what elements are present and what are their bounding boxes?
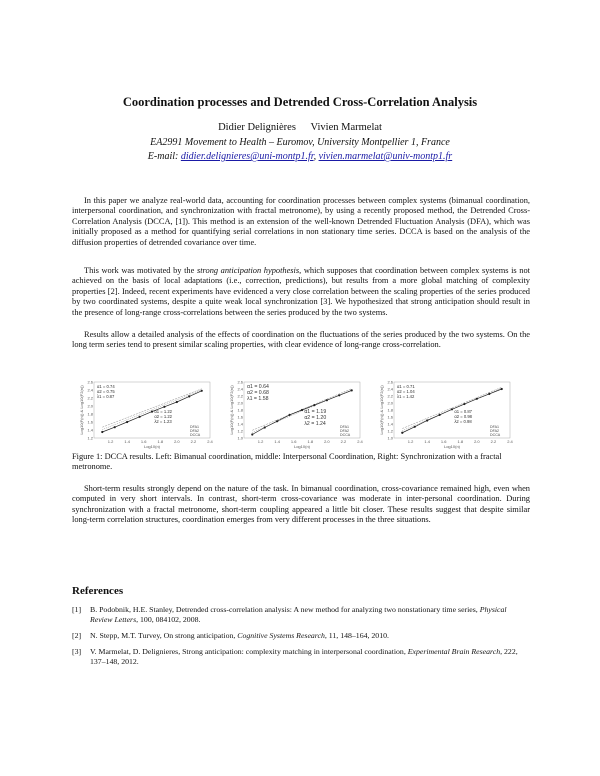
y-tick-label: 1.6 <box>87 419 93 425</box>
y-axis-label: Log10(F(n)) & Log10(F2(n)) <box>379 385 384 435</box>
dcca-point <box>338 394 340 396</box>
reference-number: [2] <box>72 631 82 640</box>
paragraph-text: Results allow a detailed analysis of the effects of coordination on the fluctuations of the series produced by the two systems. On the long term series tend to present similar scaling properties, with clear evidence of long-range cross-correlation. <box>72 330 530 350</box>
reference-number: [1] <box>72 605 82 614</box>
reference-text: , 222, 137–148, 2012. <box>90 647 518 666</box>
legend-entry: DFA1 <box>340 425 349 429</box>
dcca-point <box>401 432 403 434</box>
stat-label: α2 = 0.75 <box>97 389 115 394</box>
paragraph-text: Short-term results strongly depend on the nature of the task. In bimanual coordination, cross-covariance remained high, even when computed in very short intervals. In contrast, short-term cross-covariance was moderate in inter-personal coordination. During synchronization with a fractal metronome, short-term coupling appeared a little bit closer. These results suggest that despite similar long-term correlation structures, coordination emerges from very different processes in the three situations. <box>72 484 530 525</box>
dfa-line <box>102 389 201 427</box>
dcca-point <box>188 395 190 397</box>
dcca-point <box>326 399 328 401</box>
dcca-point <box>163 406 165 408</box>
chart-bimanual <box>80 378 215 448</box>
y-tick-label: 2.0 <box>237 400 243 406</box>
figure-caption: Figure 1: DCCA results. Left: Bimanual coordination, middle: Interpersonal Coordination, Right: Synchronization with a fractal metronome. <box>72 452 502 472</box>
author-name: Vivien Marmelat <box>310 122 382 133</box>
chart-interpersonal <box>230 378 365 448</box>
dfa-line <box>402 387 501 428</box>
x-tick-label: 2.4 <box>507 439 513 444</box>
emphasis-text: strong anticipation hypothesis <box>196 266 300 275</box>
y-tick-label: 2.0 <box>387 400 393 406</box>
author-list <box>0 122 600 133</box>
reference-list <box>72 605 530 673</box>
x-tick-label: 2.2 <box>340 439 347 444</box>
reference-journal: Physical Review Letters <box>90 605 507 624</box>
x-tick-label: 2.2 <box>190 439 197 444</box>
dcca-point <box>264 426 266 428</box>
stat-label: α2 = 0.68 <box>247 390 269 396</box>
dcca-point <box>426 419 428 421</box>
stat-label: λ1 = 0.87 <box>97 394 115 399</box>
dcca-point <box>476 398 478 400</box>
x-tick-label: 1.4 <box>424 439 430 444</box>
dcca-point <box>501 388 503 390</box>
reference-text: V. Marmelat, D. Delignieres, Strong anticipation: complexity matching in interpersonal coordination, <box>90 647 408 656</box>
dcca-point <box>438 414 440 416</box>
stat-label: α1 = 1.22 <box>154 408 173 414</box>
y-tick-label: 2.4 <box>387 386 393 392</box>
y-tick-label: 1.4 <box>387 421 393 427</box>
dcca-point <box>201 390 203 392</box>
x-tick-label: 1.6 <box>440 439 447 444</box>
dcca-point <box>414 426 416 428</box>
y-tick-label: 2.6 <box>87 379 93 385</box>
reference-journal: Cognitive Systems Research <box>237 631 325 640</box>
dcca-point <box>276 420 278 422</box>
stat-label: α1 = 1.19 <box>304 408 327 415</box>
paragraph-text <box>72 266 530 318</box>
x-tick-label: 1.2 <box>107 439 114 444</box>
dcca-point <box>451 408 453 410</box>
y-tick-label: 1.4 <box>87 427 93 433</box>
x-tick-label: 1.6 <box>140 439 147 444</box>
x-tick-label: 1.2 <box>257 439 264 444</box>
dcca-point <box>463 403 465 405</box>
legend-entry: DCCA <box>190 433 201 437</box>
x-tick-label: 1.8 <box>157 439 164 444</box>
figure-panels <box>72 378 530 448</box>
legend-entry: DFA2 <box>340 429 349 433</box>
dcca-point <box>351 389 353 391</box>
y-tick-label: 2.4 <box>87 387 93 393</box>
reference-item <box>72 605 530 625</box>
x-tick-label: 2.0 <box>324 439 330 444</box>
legend-entry: DCCA <box>490 433 501 437</box>
stat-label: α1 = 0.64 <box>247 384 269 390</box>
dcca-point <box>301 409 303 411</box>
y-tick-label: 1.0 <box>237 435 243 441</box>
dcca-point <box>288 414 290 416</box>
y-tick-label: 1.4 <box>237 421 243 427</box>
paragraph-text-part: This work was motivated by the <box>84 266 197 275</box>
paragraph-text-part: , which supposes that coordination between complex systems is not achieved on the basis of local adaptations (i.e., correction, predictions), but results from a more global matching of complexity properties [2]. Indeed, recent experiments have evidenced a very close correlation between the scaling properties of the series produced by two coordinated systems, despite a quite weak local synchronization [3]. We hypothesized that strong anticipation should result in the presence of long-range cross-correlations between the series produced by the two systems. <box>72 266 531 317</box>
paragraph-text: In this paper we analyze real-world data, accounting for coordination processes between complex systems (bimanual coordination, interpersonal coordination, and synchronization with fractal metronome), by using a recently proposed method, the Detrended Cross-Correlation Analysis (DCCA, [1]). This method is an extension of the well-known Detrended Fluctuation Analysis (DFA), which was initially proposed as a method for quantifying serial correlations in non stationary time series. DCCA is based on the analysis of the diffusion properties of detrended covariance over time. <box>72 196 530 247</box>
y-tick-label: 2.6 <box>387 379 393 385</box>
legend-entry: DFA2 <box>490 429 499 433</box>
paragraph <box>72 484 530 526</box>
stat-label: α1 = 0.71 <box>397 384 415 389</box>
stat-label: α2 = 1.22 <box>154 413 173 419</box>
x-axis-label: Log10(n) <box>293 444 311 449</box>
dcca-point <box>114 426 116 428</box>
y-tick-label: 1.8 <box>87 411 93 417</box>
x-tick-label: 2.0 <box>174 439 180 444</box>
dcca-point <box>101 431 103 433</box>
stat-label: λ1 = 1.42 <box>397 394 415 399</box>
dfa-line <box>102 390 201 430</box>
x-axis-label: Log10(n) <box>143 444 161 449</box>
stat-label: λ2 = 1.23 <box>154 418 172 424</box>
y-axis-label: Log10(F(n)) & Log10(F2(n)) <box>79 385 84 435</box>
stat-label: λ2 = 1.24 <box>304 420 326 427</box>
x-tick-label: 2.4 <box>207 439 213 444</box>
dcca-point <box>251 433 253 435</box>
y-tick-label: 1.2 <box>237 428 243 434</box>
y-tick-label: 2.2 <box>387 393 393 399</box>
reference-number: [3] <box>72 647 82 656</box>
reference-text: , 100, 084102, 2008. <box>136 615 201 624</box>
legend-entry: DCCA <box>340 433 351 437</box>
stat-label: λ1 = 1.58 <box>247 396 269 402</box>
x-tick-label: 1.8 <box>457 439 464 444</box>
x-axis-label: Log10(n) <box>443 444 461 449</box>
references-heading: References <box>72 585 124 597</box>
paragraph <box>72 266 530 318</box>
y-tick-label: 2.6 <box>237 379 243 385</box>
y-tick-label: 1.2 <box>387 428 393 434</box>
x-tick-label: 1.4 <box>124 439 130 444</box>
dcca-point <box>151 411 153 413</box>
stat-label: α2 = 0.98 <box>454 413 473 419</box>
dcca-point <box>138 416 140 418</box>
x-tick-label: 2.0 <box>474 439 480 444</box>
x-tick-label: 2.2 <box>490 439 497 444</box>
stat-label: α1 = 0.87 <box>454 408 473 414</box>
paragraph <box>72 330 530 351</box>
chart-synchronization <box>380 378 515 448</box>
email-line: E-mail: didier.delignieres@uni-montp1.fr, vivien.marmelat@univ-montp1.fr <box>147 151 453 162</box>
x-tick-label: 1.8 <box>307 439 314 444</box>
y-axis-label: Log10(F(n)) & Log10(F2(n)) <box>229 385 234 435</box>
x-tick-label: 1.6 <box>290 439 297 444</box>
x-tick-label: 1.4 <box>274 439 280 444</box>
dcca-point <box>126 421 128 423</box>
stat-label: α2 = 1.04 <box>397 389 415 394</box>
legend-entry: DFA2 <box>190 429 199 433</box>
legend-entry: DFA1 <box>490 425 499 429</box>
y-tick-label: 1.6 <box>387 414 393 420</box>
y-tick-label: 1.8 <box>387 407 393 413</box>
y-tick-label: 2.4 <box>237 386 243 392</box>
dcca-point <box>313 404 315 406</box>
paper-title: Coordination processes and Detrended Cross-Correlation Analysis <box>122 95 478 109</box>
reference-text: N. Stepp, M.T. Turvey, On strong anticipation, <box>90 631 238 640</box>
y-tick-label: 1.2 <box>87 435 93 441</box>
stat-label: α1 = 0.74 <box>97 384 115 389</box>
email-link[interactable]: vivien.marmelat@univ-montp1.fr <box>318 151 453 162</box>
dcca-line <box>402 389 501 433</box>
dcca-point <box>176 401 178 403</box>
y-tick-label: 2.0 <box>87 403 93 409</box>
affiliation: EA2991 Movement to Health – Euromov, University Montpellier 1, France <box>150 137 450 148</box>
legend-entry: DFA1 <box>190 425 199 429</box>
reference-text: B. Podobnik, H.E. Stanley, Detrended cross-correlation analysis: A new method for analyzing two nonstationary time series, <box>90 605 480 614</box>
reference-item <box>72 631 530 641</box>
email-label: E-mail: <box>147 151 179 162</box>
stat-label: λ2 = 0.98 <box>454 418 472 424</box>
x-tick-label: 2.4 <box>357 439 363 444</box>
y-tick-label: 1.8 <box>237 407 243 413</box>
reference-text: , 11, 148–164, 2010. <box>324 631 389 640</box>
reference-journal: Experimental Brain Research <box>407 647 501 656</box>
paragraph <box>72 196 530 248</box>
reference-item <box>72 647 530 667</box>
y-tick-label: 1.6 <box>237 414 243 420</box>
author-name: Didier Delignières <box>218 122 296 133</box>
x-tick-label: 1.2 <box>407 439 414 444</box>
y-tick-label: 1.0 <box>387 435 393 441</box>
y-tick-label: 2.2 <box>87 395 93 401</box>
dcca-point <box>488 393 490 395</box>
email-link[interactable]: didier.delignieres@uni-montp1.fr <box>180 151 314 162</box>
stat-label: α2 = 1.20 <box>304 414 327 421</box>
y-tick-label: 2.2 <box>237 393 243 399</box>
